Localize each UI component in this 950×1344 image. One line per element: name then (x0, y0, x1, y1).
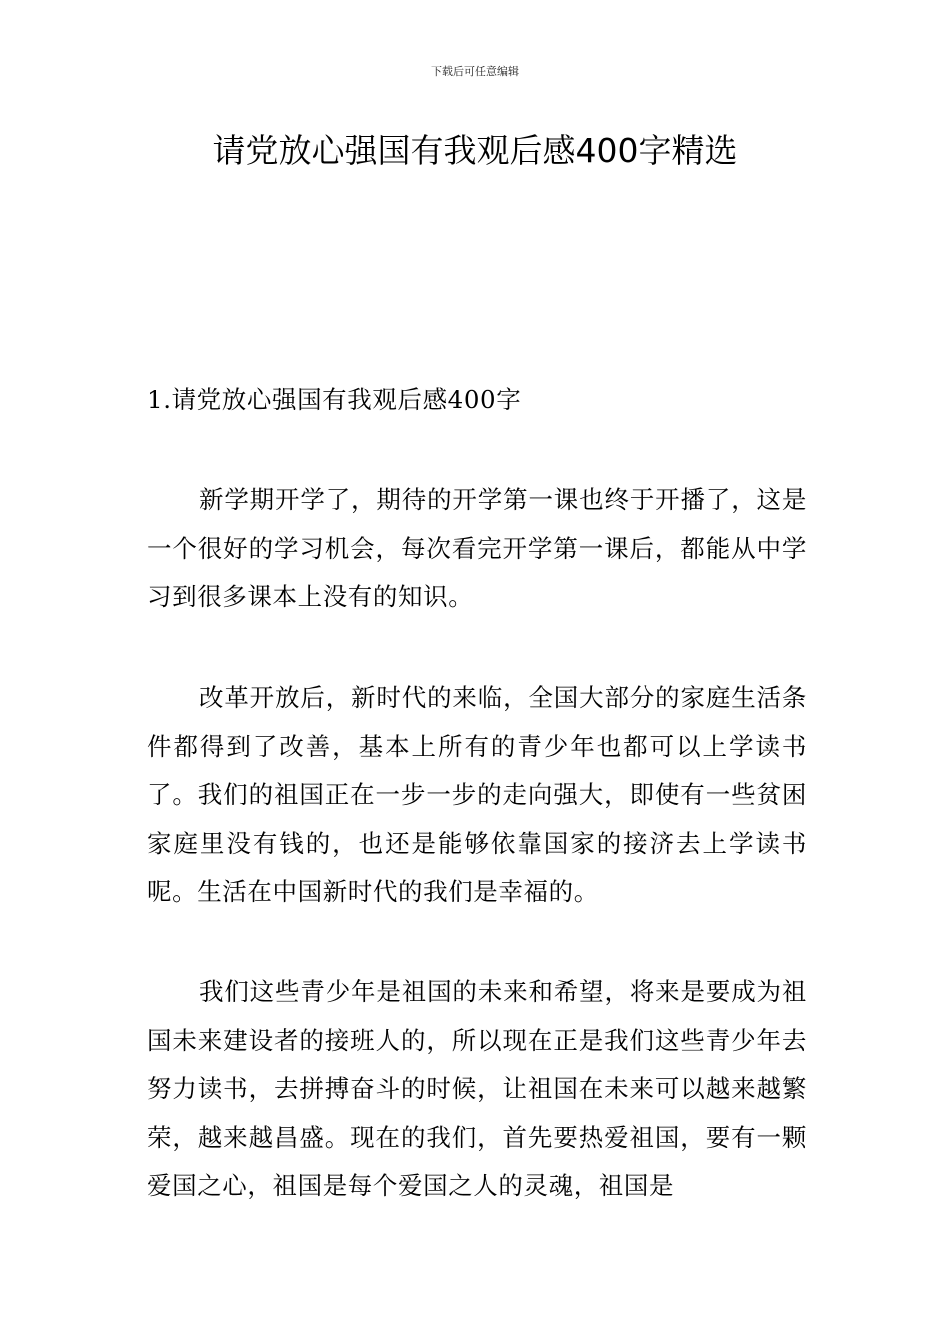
document-title: 请党放心强国有我观后感400字精选 (212, 131, 738, 170)
section-heading: 1.请党放心强国有我观后感400字 (147, 385, 522, 414)
page-header-note: 下载后可任意编辑 (431, 65, 519, 78)
paragraph: 新学期开学了，期待的开学第一课也终于开播了，这是一个很好的学习机会，每次看完开学第一课后，都能从中学习到很多课本上没有的知识。 (147, 485, 807, 611)
paragraph: 我们这些青少年是祖国的未来和希望，将来是要成为祖国未来建设者的接班人的，所以现在正是我们这些青少年去努力读书，去拼搏奋斗的时候，让祖国在未来可以越来越繁荣，越来越昌盛。现在的我们，首先要热爱祖国，要有一颗爱国之心，祖国是每个爱国之人的灵魂，祖国是 (147, 977, 807, 1200)
paragraph: 改革开放后，新时代的来临，全国大部分的家庭生活条件都得到了改善，基本上所有的青少年也都可以上学读书了。我们的祖国正在一步一步的走向强大，即使有一些贫困家庭里没有钱的，也还是能够依靠国家的接济去上学读书呢。生活在中国新时代的我们是幸福的。 (147, 683, 807, 906)
